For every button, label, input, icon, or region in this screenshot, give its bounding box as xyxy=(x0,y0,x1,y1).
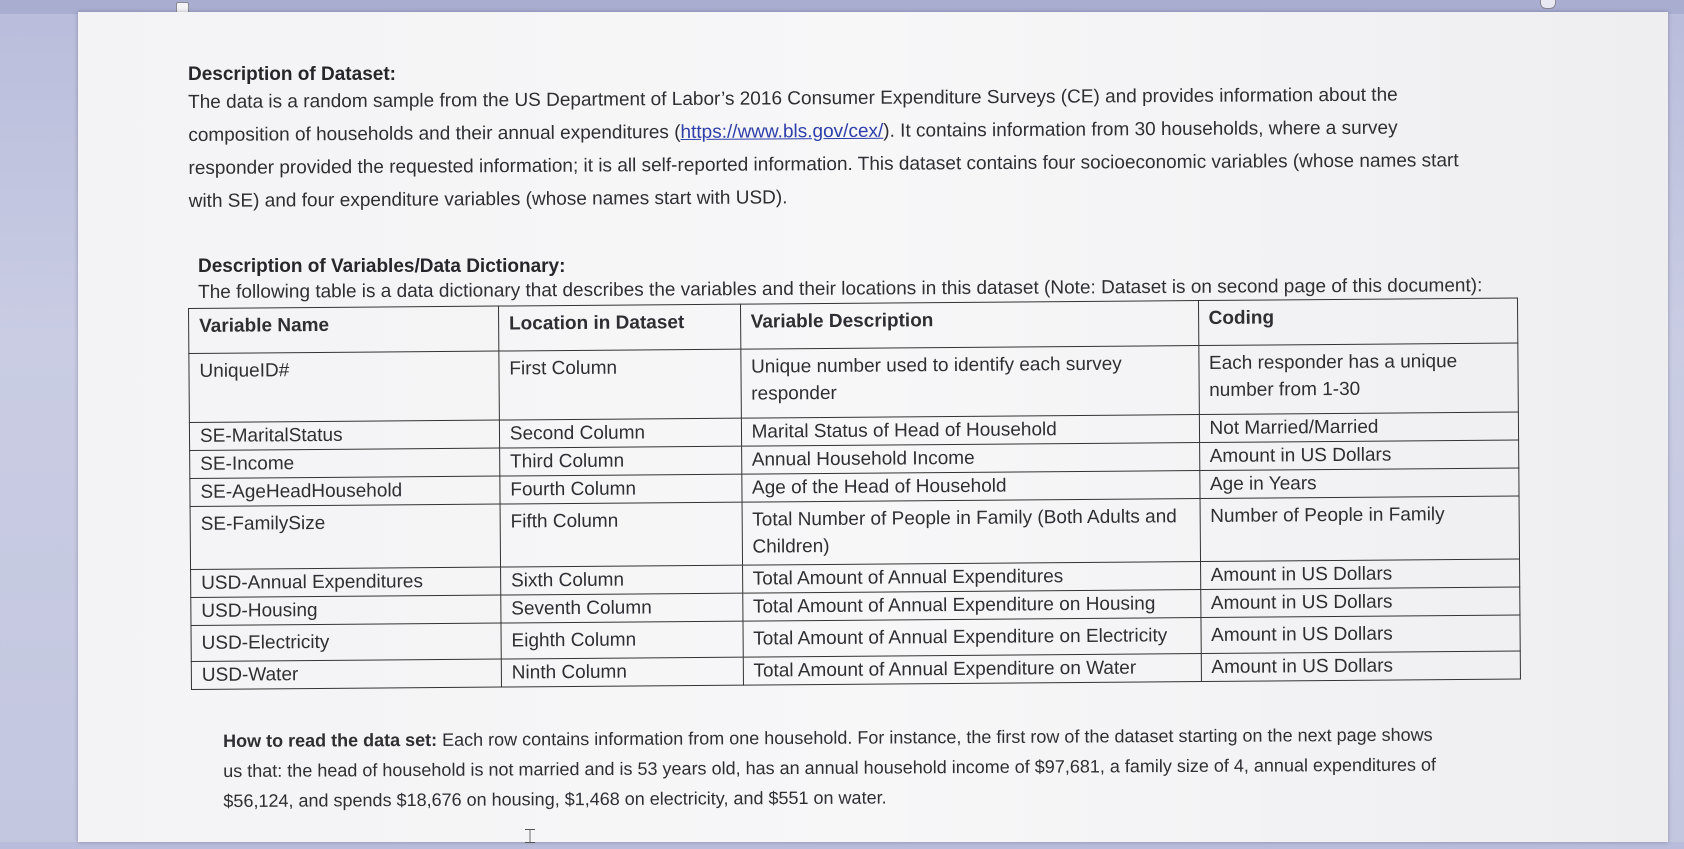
dataset-line-4: with SE) and four expenditure variables (whose names start with USD). xyxy=(188,187,788,212)
cell-variable-name: USD-Water xyxy=(191,659,501,689)
cell-coding: Amount in US Dollars xyxy=(1200,587,1520,618)
cell-coding: Number of People in Family xyxy=(1200,496,1520,562)
cell-location: Ninth Column xyxy=(501,657,743,687)
dataset-line-2-start: composition of households and their annual expenditures ( xyxy=(188,121,681,146)
cell-location: Eighth Column xyxy=(501,621,743,659)
cell-description: Age of the Head of Household xyxy=(741,471,1199,503)
cell-variable-name: USD-Annual Expenditures xyxy=(191,567,501,597)
cell-description: Total Amount of Annual Expenditure on Electricity xyxy=(743,618,1201,658)
cell-coding: Amount in US Dollars xyxy=(1200,615,1520,654)
cell-coding: Amount in US Dollars xyxy=(1200,559,1520,590)
cell-description: Total Amount of Annual Expenditure on Housing xyxy=(742,590,1200,622)
dataset-description xyxy=(188,78,1459,218)
dictionary-heading: Description of Variables/Data Dictionary: xyxy=(198,256,566,277)
dictionary-intro: The following table is a data dictionary that describes the variables and their locations in this dataset (Note: Dataset is on second page of this document): xyxy=(198,275,1483,303)
cell-location: Fourth Column xyxy=(500,474,742,504)
howto-label: How to read the data set: xyxy=(223,729,438,751)
dataset-line-1: The data is a random sample from the US Department of Labor’s 2016 Consumer Expenditure Surveys (CE) and provides information about the xyxy=(188,84,1398,113)
dataset-heading: Description of Dataset: xyxy=(188,64,396,85)
cell-variable-name: USD-Housing xyxy=(191,595,501,625)
col-header-coding: Coding xyxy=(1198,298,1518,346)
dataset-line-2-end: ). It contains information from 30 households, where a survey xyxy=(883,117,1398,142)
cell-coding: Age in Years xyxy=(1199,468,1519,499)
cell-location: Sixth Column xyxy=(500,565,742,595)
howto-line-1-text: Each row contains information from one household. For instance, the first row of the dataset starting on the next page shows xyxy=(437,724,1433,750)
howto-line-3: $56,124, and spends $18,676 on housing, $1,468 on electricity, and $551 on water. xyxy=(223,787,887,811)
cell-variable-name: SE-FamilySize xyxy=(190,504,500,569)
cell-description: Total Amount of Annual Expenditures xyxy=(742,562,1200,594)
cell-coding: Amount in US Dollars xyxy=(1201,651,1521,682)
cell-coding: Not Married/Married xyxy=(1199,412,1519,443)
cell-variable-name: SE-MaritalStatus xyxy=(189,420,499,450)
cell-location: Fifth Column xyxy=(500,502,742,567)
cell-description: Total Amount of Annual Expenditure on Water xyxy=(743,654,1201,686)
col-header-variable-name: Variable Name xyxy=(189,306,499,353)
cell-description: Marital Status of Head of Household xyxy=(741,415,1199,447)
cell-variable-name: SE-AgeHeadHousehold xyxy=(190,476,500,506)
bls-link[interactable]: https://www.bls.gov/cex/ xyxy=(680,120,884,143)
cell-location: Second Column xyxy=(499,418,741,448)
corner-handle-icon[interactable] xyxy=(1540,0,1556,9)
table-row xyxy=(190,496,1519,569)
cell-description: Annual Household Income xyxy=(741,443,1199,475)
cell-location: First Column xyxy=(499,349,741,420)
text-cursor-icon: ⌶ xyxy=(524,826,536,848)
table-row xyxy=(189,343,1519,422)
cell-variable-name: UniqueID# xyxy=(189,351,499,422)
col-header-description: Variable Description xyxy=(740,301,1198,350)
cell-description: Total Number of People in Family (Both Adults and Children) xyxy=(742,499,1200,566)
cell-variable-name: USD-Electricity xyxy=(191,623,501,661)
cell-variable-name: SE-Income xyxy=(190,448,500,478)
data-dictionary-table xyxy=(188,298,1521,690)
howto-line-2: us that: the head of household is not married and is 53 years old, has an annual household income of $97,681, a family size of 4, annual expenditures of xyxy=(223,754,1437,781)
col-header-location: Location in Dataset xyxy=(498,304,740,351)
cell-location: Third Column xyxy=(500,446,742,476)
dataset-line-3: responder provided the requested information; it is all self-reported information. This dataset contains four socioeconomic variables (whose names start xyxy=(188,150,1459,179)
cell-coding: Each responder has a unique number from 1-30 xyxy=(1198,343,1518,415)
cell-description: Unique number used to identify each survey responder xyxy=(740,346,1198,419)
cell-location: Seventh Column xyxy=(501,593,743,623)
cell-coding: Amount in US Dollars xyxy=(1199,440,1519,471)
howto-paragraph xyxy=(223,719,1543,816)
